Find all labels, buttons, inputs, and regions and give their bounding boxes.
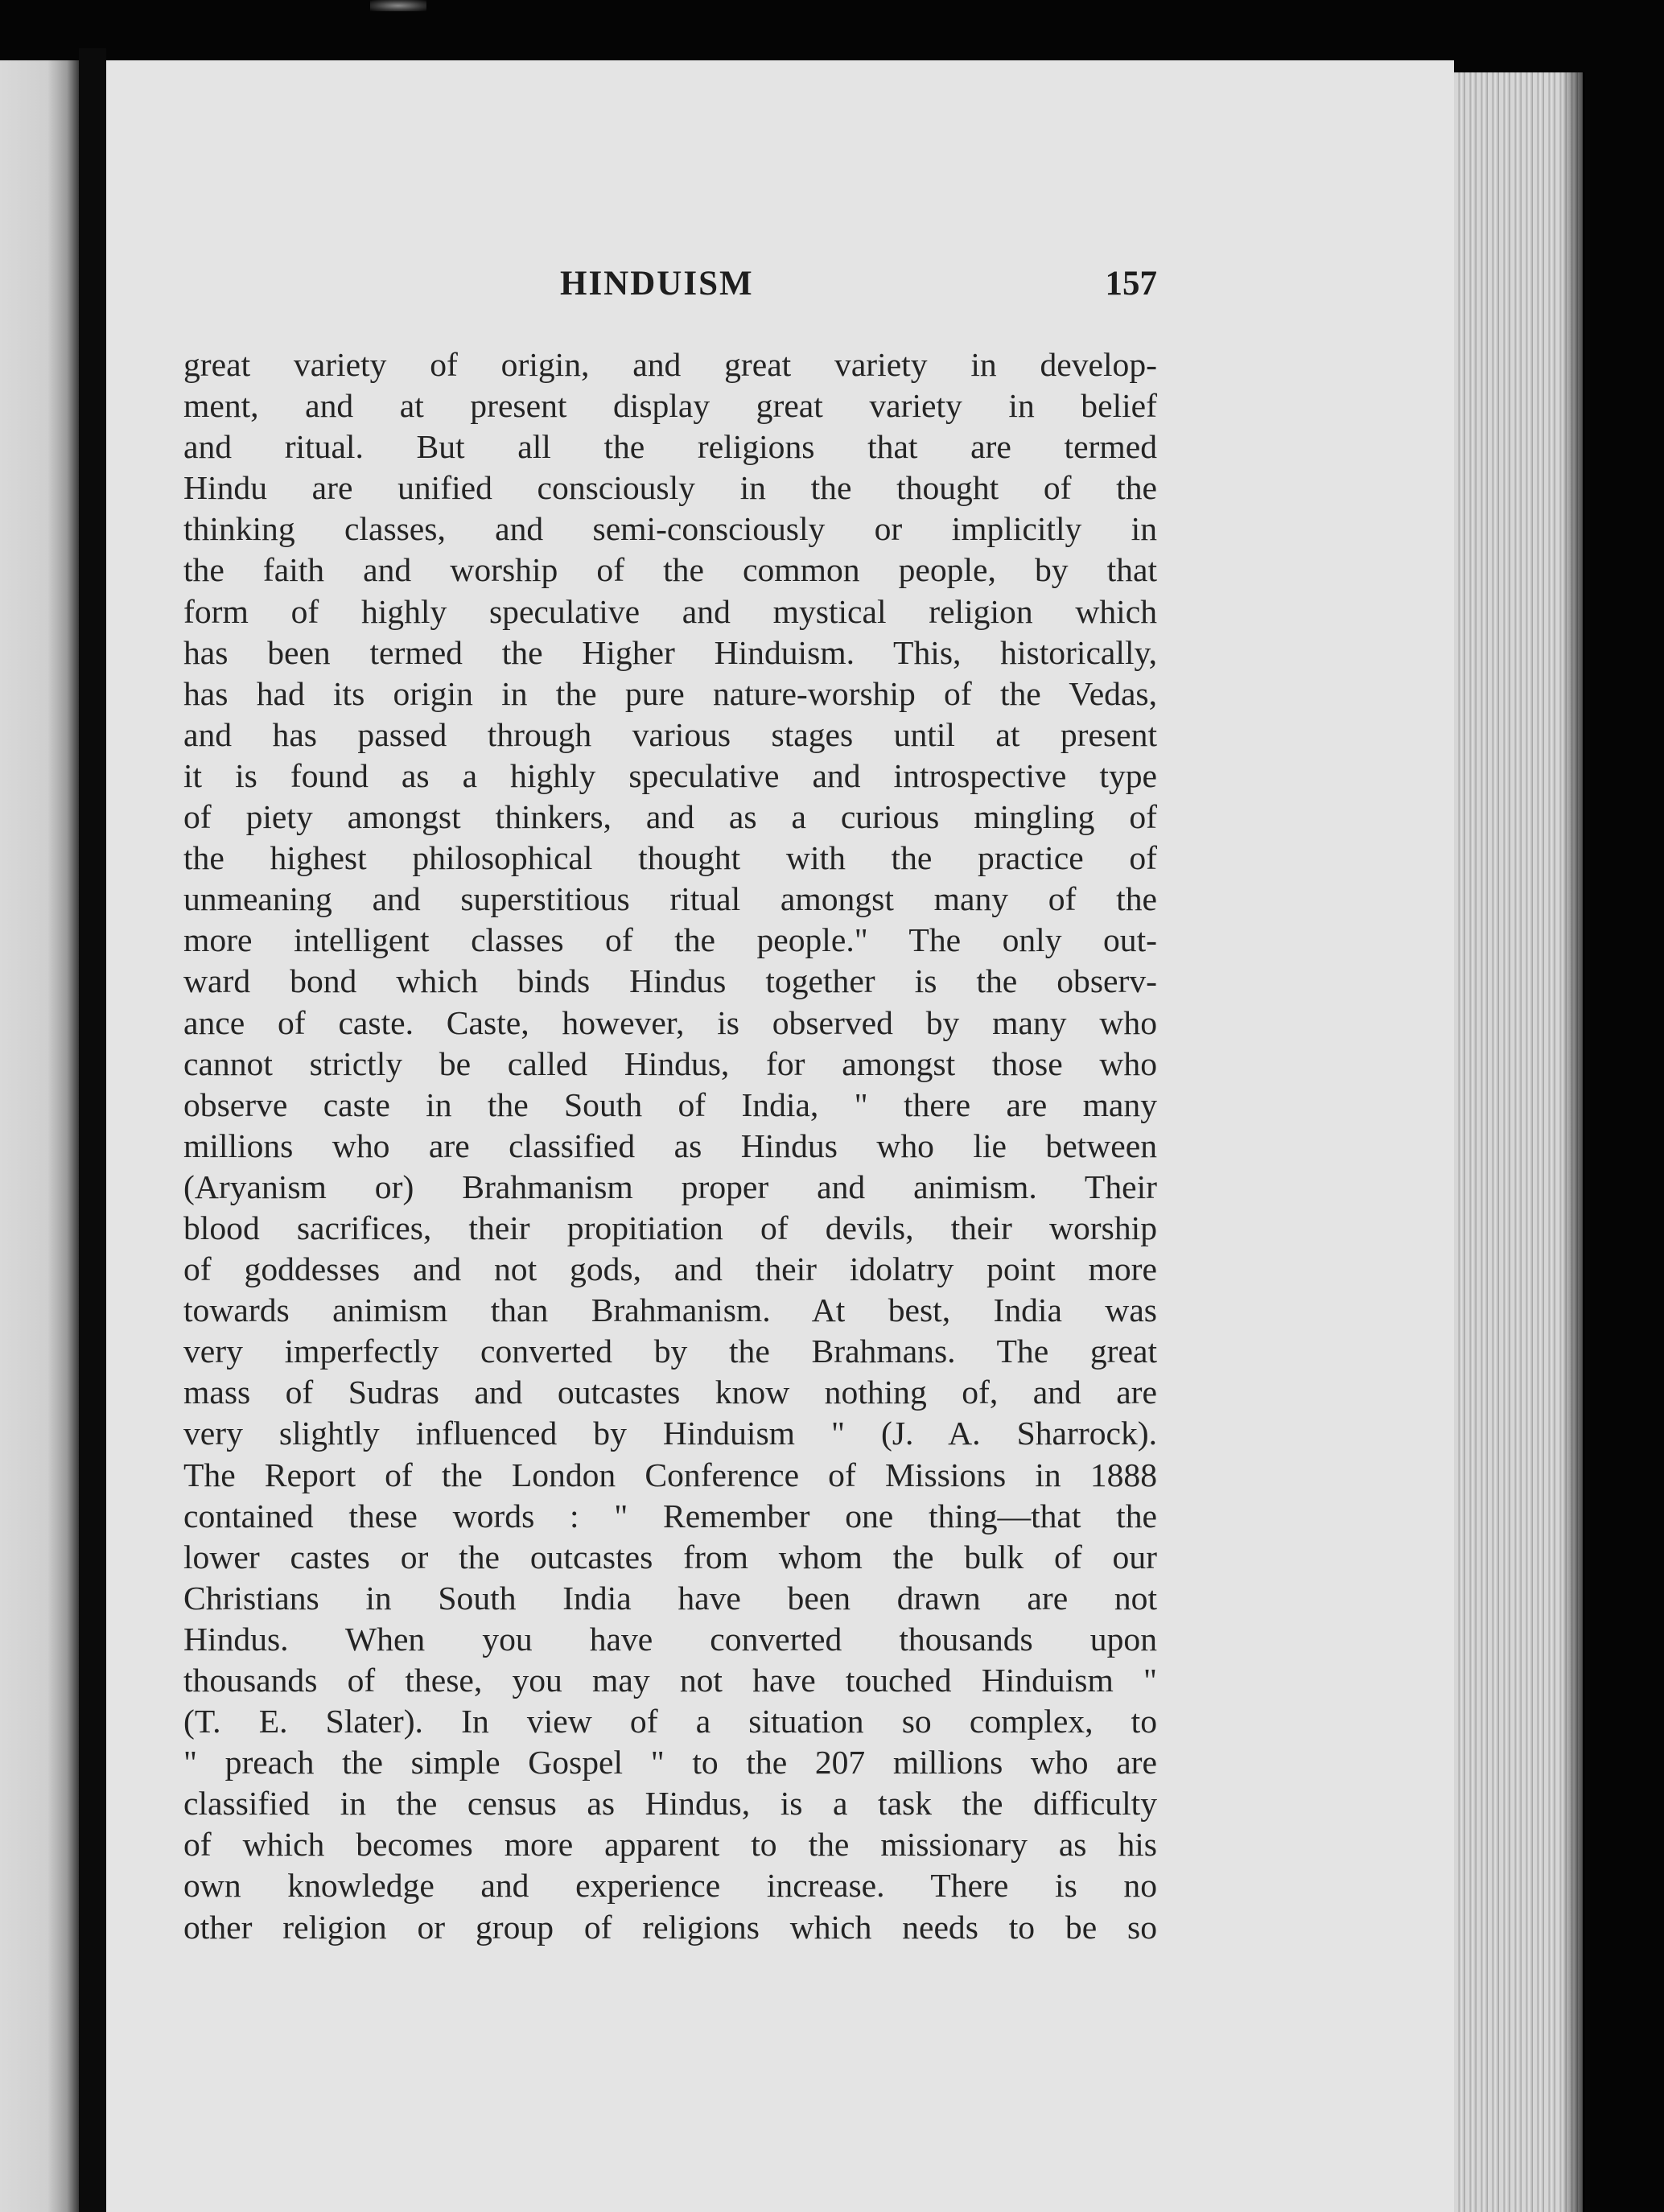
- running-head: HINDUISM: [560, 265, 754, 303]
- text-line: cannot strictly be called Hindus, for amongst those who: [183, 1044, 1157, 1082]
- book-gutter: [79, 48, 106, 2212]
- previous-page-edge: [0, 60, 79, 2212]
- text-line: form of highly speculative and mystical religion which: [183, 592, 1157, 630]
- text-line: observe caste in the South of India, " there are many: [183, 1085, 1157, 1123]
- text-line: of goddesses and not gods, and their idolatry point more: [183, 1250, 1157, 1288]
- page-stack-shadow: [1561, 72, 1585, 2212]
- text-line: (T. E. Slater). In view of a situation so complex, to: [183, 1703, 1157, 1740]
- text-line: contained these words : " Remember one thing—that the: [183, 1497, 1157, 1534]
- text-line: great variety of origin, and great variety in develop-: [183, 346, 1157, 383]
- text-line: other religion or group of religions which needs to be so: [183, 1908, 1157, 1946]
- text-line: very slightly influenced by Hinduism " (J. A. Sharrock).: [183, 1415, 1157, 1452]
- text-line: ment, and at present display great variety in belief: [183, 387, 1157, 425]
- text-line: millions who are classified as Hindus who lie between: [183, 1127, 1157, 1164]
- text-line: of which becomes more apparent to the missionary as his: [183, 1826, 1157, 1864]
- text-line: the highest philosophical thought with the practice of: [183, 839, 1157, 877]
- text-line: ward bond which binds Hindus together is the observ-: [183, 962, 1157, 1000]
- text-line: of piety amongst thinkers, and as a curious mingling of: [183, 798, 1157, 836]
- body-text: [183, 344, 1157, 1948]
- text-line: it is found as a highly speculative and introspective type: [183, 756, 1157, 794]
- text-line: The Report of the London Conference of Missions in 1888: [183, 1456, 1157, 1493]
- text-line: thousands of these, you may not have touched Hinduism ": [183, 1662, 1157, 1699]
- text-line: blood sacrifices, their propitiation of devils, their worship: [183, 1209, 1157, 1246]
- text-line: Hindu are unified consciously in the thought of the: [183, 469, 1157, 507]
- page-number: 157: [1105, 265, 1157, 303]
- text-line: and has passed through various stages until at present: [183, 715, 1157, 753]
- text-line: has been termed the Higher Hinduism. This, historically,: [183, 633, 1157, 671]
- page-header: [183, 264, 1157, 312]
- text-line: classified in the census as Hindus, is a task the difficulty: [183, 1785, 1157, 1823]
- text-line: the faith and worship of the common people, by that: [183, 551, 1157, 589]
- text-line: ance of caste. Caste, however, is observed by many who: [183, 1003, 1157, 1041]
- text-line: more intelligent classes of the people." The only out-: [183, 921, 1157, 959]
- text-line: unmeaning and superstitious ritual amongst many of the: [183, 880, 1157, 918]
- scan-speck: [370, 0, 426, 11]
- text-line: (Aryanism or) Brahmanism proper and animism. Their: [183, 1168, 1157, 1205]
- text-line: has had its origin in the pure nature-worship of the Vedas,: [183, 674, 1157, 712]
- text-line: towards animism than Brahmanism. At best, India was: [183, 1291, 1157, 1329]
- text-line: Christians in South India have been drawn are not: [183, 1579, 1157, 1617]
- text-line: thinking classes, and semi-consciously or implicitly in: [183, 510, 1157, 548]
- text-line: own knowledge and experience increase. There is no: [183, 1867, 1157, 1905]
- text-line: and ritual. But all the religions that are termed: [183, 428, 1157, 466]
- text-line: Hindus. When you have converted thousands upon: [183, 1620, 1157, 1658]
- text-line: mass of Sudras and outcastes know nothing of, and are: [183, 1374, 1157, 1411]
- text-line: lower castes or the outcastes from whom the bulk of our: [183, 1538, 1157, 1576]
- text-line: " preach the simple Gospel " to the 207 millions who are: [183, 1744, 1157, 1782]
- text-line: very imperfectly converted by the Brahmans. The great: [183, 1333, 1157, 1370]
